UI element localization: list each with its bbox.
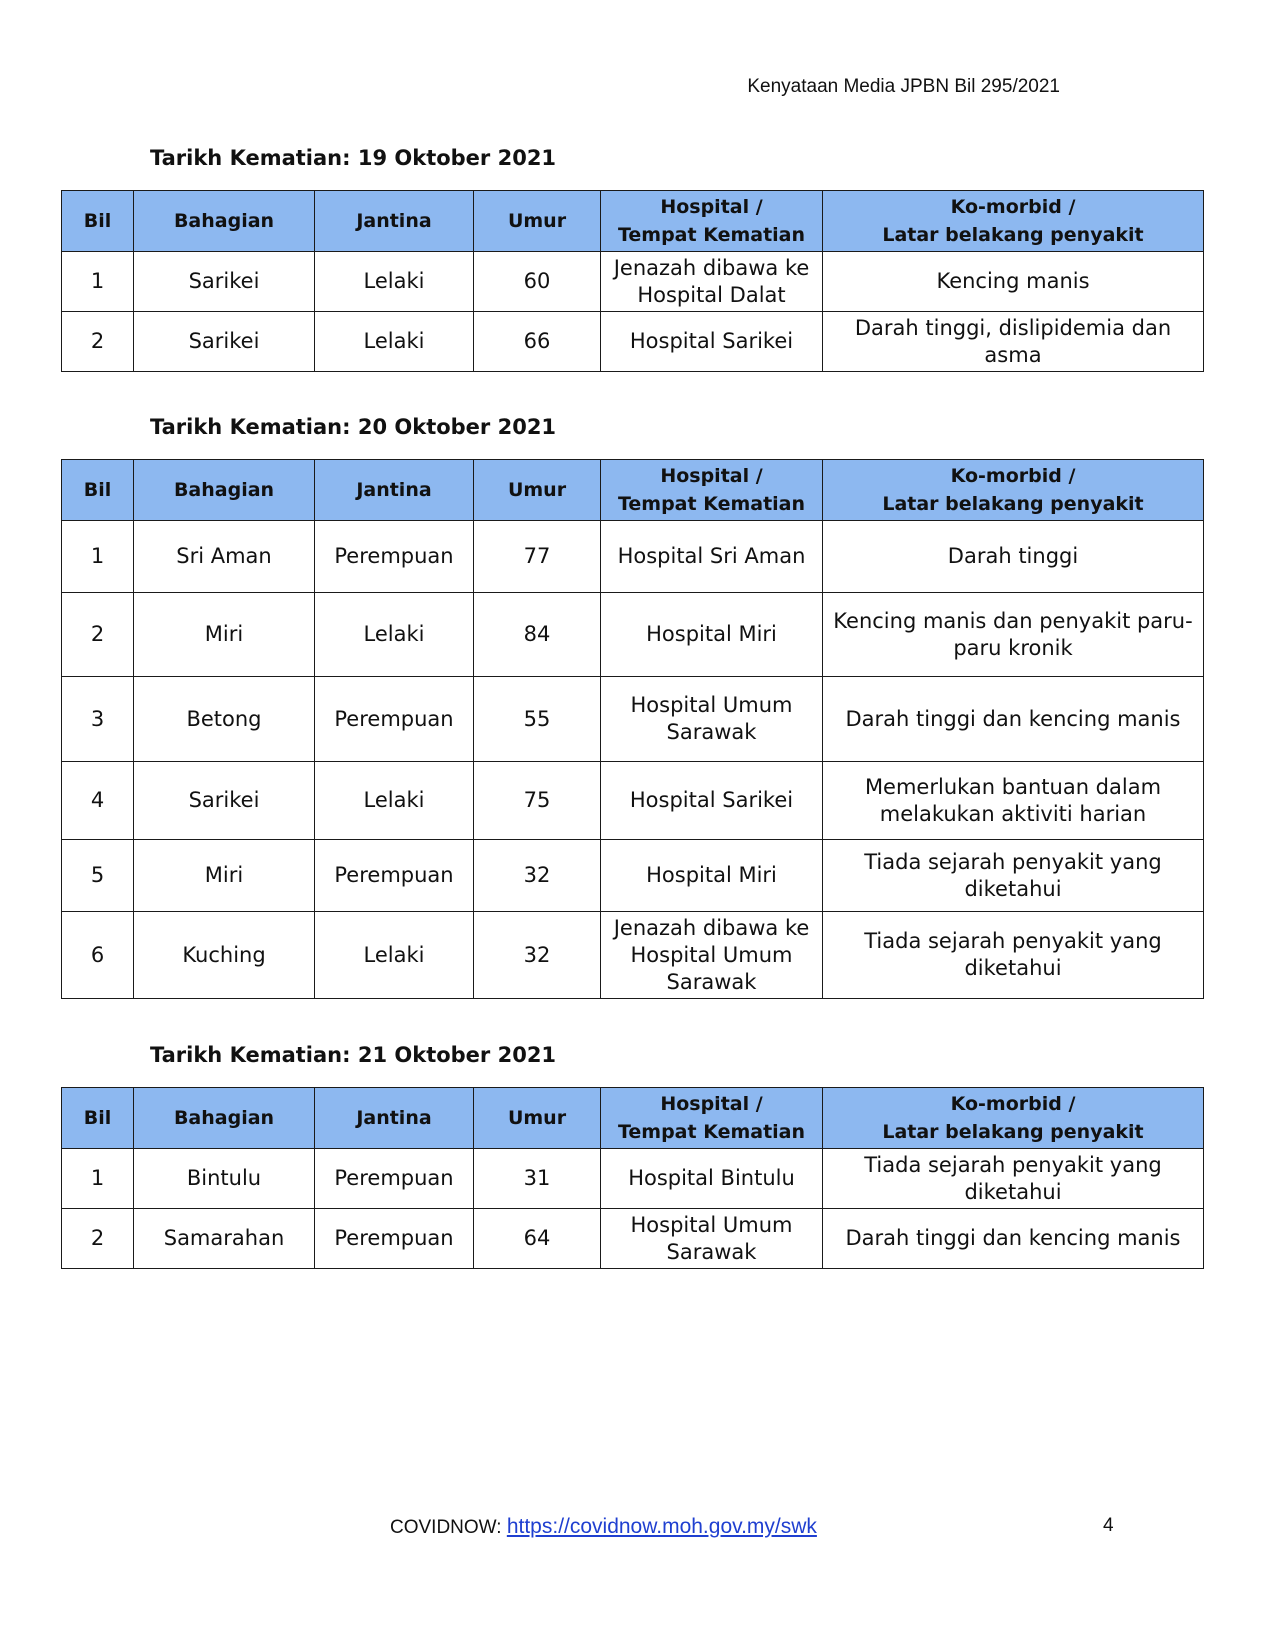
cell-jantina: Perempuan [315,521,474,593]
cell-jantina: Perempuan [315,677,474,762]
cell-bil: 2 [62,593,134,677]
col-header-umur: Umur [474,191,601,252]
cell-komorbid: Darah tinggi dan kencing manis [823,677,1204,762]
col-header-komorbid [823,460,1204,521]
col-header-hospital-line2: Tempat Kematian [617,1121,806,1143]
col-header-jantina: Jantina [315,191,474,252]
cell-hospital: Hospital Miri [601,593,823,677]
cell-bahagian: Miri [134,593,315,677]
cell-jantina: Lelaki [315,762,474,840]
col-header-bil: Bil [62,1088,134,1149]
deaths-table [61,1087,1204,1269]
cell-bil: 4 [62,762,134,840]
col-header-bil: Bil [62,191,134,252]
cell-bil: 2 [62,312,134,372]
cell-bahagian: Bintulu [134,1149,315,1209]
cell-hospital: Jenazah dibawa ke Hospital Dalat [601,252,823,312]
col-header-komorbid-line2: Latar belakang penyakit [882,493,1144,515]
col-header-komorbid-line2: Latar belakang penyakit [882,1121,1144,1143]
cell-bahagian: Betong [134,677,315,762]
cell-umur: 31 [474,1149,601,1209]
cell-umur: 77 [474,521,601,593]
cell-komorbid: Tiada sejarah penyakit yang diketahui [823,840,1204,912]
section-title: Tarikh Kematian: 19 Oktober 2021 [150,146,557,170]
col-header-hospital-line1: Hospital / [660,1093,763,1115]
cell-bil: 3 [62,677,134,762]
cell-bahagian: Sarikei [134,762,315,840]
table-row [62,1209,1204,1269]
covidnow-link[interactable]: https://covidnow.moh.gov.my/swk [506,1515,817,1538]
col-header-bahagian: Bahagian [134,460,315,521]
cell-komorbid: Darah tinggi [823,521,1204,593]
page-header: Kenyataan Media JPBN Bil 295/2021 [747,76,1060,97]
table-row [62,677,1204,762]
section-title: Tarikh Kematian: 21 Oktober 2021 [150,1043,557,1067]
table-row [62,1149,1204,1209]
cell-bil: 1 [62,521,134,593]
cell-bahagian: Kuching [134,912,315,999]
cell-umur: 75 [474,762,601,840]
col-header-komorbid-line1: Ko-morbid / [950,465,1076,487]
cell-hospital: Hospital Sarikei [601,762,823,840]
section-title: Tarikh Kematian: 20 Oktober 2021 [150,415,557,439]
cell-bil: 1 [62,252,134,312]
cell-bahagian: Samarahan [134,1209,315,1269]
cell-hospital: Hospital Sri Aman [601,521,823,593]
cell-jantina: Lelaki [315,593,474,677]
cell-jantina: Perempuan [315,1209,474,1269]
table-header [62,460,1204,521]
table-header [62,191,1204,252]
cell-jantina: Perempuan [315,1149,474,1209]
cell-hospital: Hospital Sarikei [601,312,823,372]
col-header-bahagian: Bahagian [134,191,315,252]
table-row [62,762,1204,840]
col-header-komorbid [823,191,1204,252]
cell-jantina: Lelaki [315,912,474,999]
col-header-komorbid [823,1088,1204,1149]
cell-jantina: Perempuan [315,840,474,912]
table-row [62,840,1204,912]
col-header-komorbid-line2: Latar belakang penyakit [882,224,1144,246]
cell-umur: 32 [474,840,601,912]
cell-komorbid: Tiada sejarah penyakit yang diketahui [823,912,1204,999]
col-header-hospital [601,1088,823,1149]
cell-bil: 6 [62,912,134,999]
cell-hospital: Hospital Umum Sarawak [601,677,823,762]
cell-bahagian: Sri Aman [134,521,315,593]
col-header-hospital-line1: Hospital / [660,465,763,487]
col-header-hospital [601,191,823,252]
cell-umur: 64 [474,1209,601,1269]
col-header-hospital-line2: Tempat Kematian [617,224,806,246]
table-row [62,252,1204,312]
col-header-hospital [601,460,823,521]
col-header-hospital-line1: Hospital / [660,196,763,218]
cell-bahagian: Sarikei [134,312,315,372]
cell-komorbid: Tiada sejarah penyakit yang diketahui [823,1149,1204,1209]
cell-jantina: Lelaki [315,252,474,312]
cell-bahagian: Miri [134,840,315,912]
cell-umur: 60 [474,252,601,312]
deaths-table [61,459,1204,999]
cell-umur: 84 [474,593,601,677]
col-header-hospital-line2: Tempat Kematian [617,493,806,515]
table-row [62,593,1204,677]
cell-bahagian: Sarikei [134,252,315,312]
cell-hospital: Hospital Umum Sarawak [601,1209,823,1269]
table-row [62,312,1204,372]
cell-umur: 66 [474,312,601,372]
col-header-komorbid-line1: Ko-morbid / [950,1093,1076,1115]
table-row [62,912,1204,999]
table-header [62,1088,1204,1149]
table-row [62,521,1204,593]
cell-umur: 55 [474,677,601,762]
col-header-bil: Bil [62,460,134,521]
cell-umur: 32 [474,912,601,999]
cell-bil: 1 [62,1149,134,1209]
cell-bil: 5 [62,840,134,912]
col-header-komorbid-line1: Ko-morbid / [950,196,1076,218]
cell-komorbid: Darah tinggi dan kencing manis [823,1209,1204,1269]
cell-hospital: Hospital Bintulu [601,1149,823,1209]
deaths-table [61,190,1204,372]
cell-hospital: Hospital Miri [601,840,823,912]
cell-komorbid: Kencing manis dan penyakit paru-paru kronik [823,593,1204,677]
col-header-bahagian: Bahagian [134,1088,315,1149]
cell-hospital: Jenazah dibawa ke Hospital Umum Sarawak [601,912,823,999]
col-header-jantina: Jantina [315,1088,474,1149]
page-number: 4 [1103,1515,1114,1536]
cell-komorbid: Kencing manis [823,252,1204,312]
cell-komorbid: Memerlukan bantuan dalam melakukan aktiviti harian [823,762,1204,840]
cell-bil: 2 [62,1209,134,1269]
cell-jantina: Lelaki [315,312,474,372]
col-header-umur: Umur [474,460,601,521]
footer [390,1515,817,1539]
col-header-jantina: Jantina [315,460,474,521]
cell-komorbid: Darah tinggi, dislipidemia dan asma [823,312,1204,372]
col-header-umur: Umur [474,1088,601,1149]
footer-prefix: COVIDNOW: [390,1517,507,1538]
